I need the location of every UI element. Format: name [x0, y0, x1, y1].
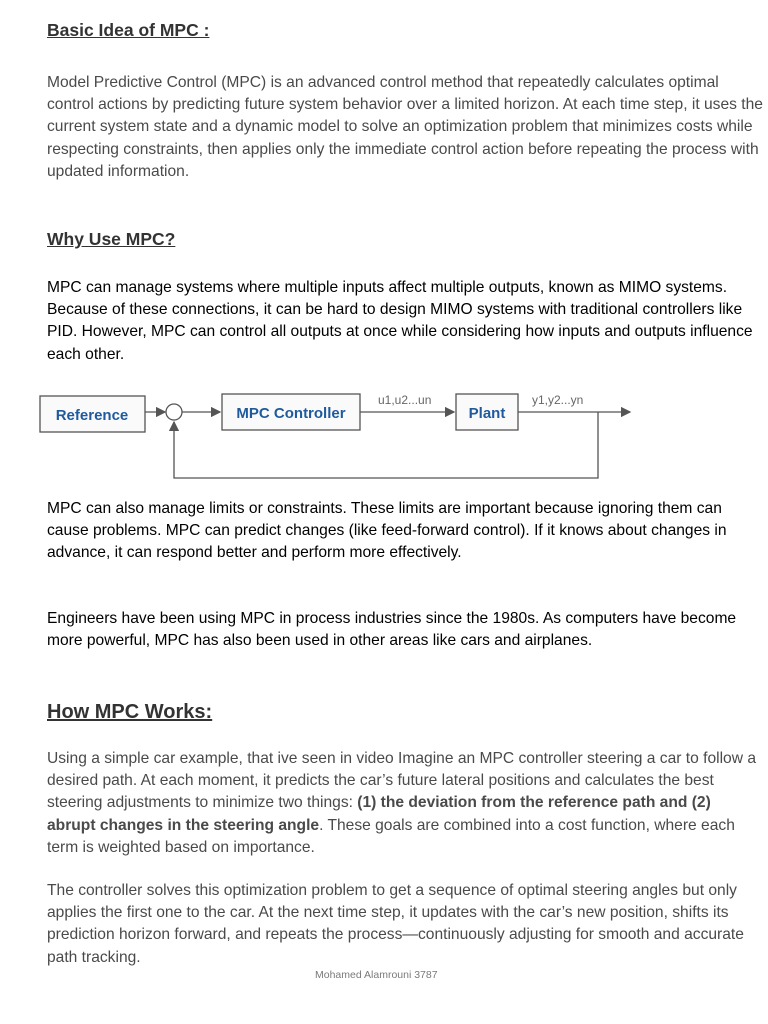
mpc-controller-label: MPC Controller: [236, 405, 346, 422]
outputs-label: y1,y2...yn: [532, 393, 584, 407]
section-heading-basic-idea: Basic Idea of MPC :: [47, 20, 210, 40]
paragraph-mimo: MPC can manage systems where multiple inputs affect multiple outputs, known as MIMO systems. Because of these connections, it can be hard to design MIMO systems with traditional controllers like PID. However, MPC can control all outputs at once while considering how inputs and outputs influence each other.: [47, 279, 753, 363]
paragraph-history: Engineers have been using MPC in process industries since the 1980s. As computers have become more powerful, MPC has also been used in other areas like cars and airplanes.: [47, 610, 737, 650]
section-heading-how-it-works: How MPC Works:: [47, 701, 213, 723]
mpc-block-diagram: [38, 384, 638, 484]
plant-label: Plant: [468, 405, 506, 422]
paragraph-constraints: MPC can also manage limits or constraints. These limits are important because ignoring them can cause problems. MPC can predict changes (like feed-forward control). If it knows about changes in advance, it can respond better and perform more effectively.: [47, 500, 727, 562]
footer-author: Mohamed Alamrouni 3787: [315, 969, 438, 981]
car-example-text-1: Using a simple car example, that ive seen in video Imagine an MPC controller steering a car to follow a desired path. At each moment, it predicts the car’s future lateral positions and calculates the best steering adjustments to minimize two things:: [47, 750, 756, 812]
paragraph-basic-idea: Model Predictive Control (MPC) is an advanced control method that repeatedly calculates optimal control actions by predicting future system behavior over a limited horizon. At each time step, it uses the current system state and a dynamic model to solve an optimization problem that minimizes costs while respecting constraints, then applies only the immediate control action before repeating the process with updated information.: [47, 74, 763, 180]
car-example-bold-text: (1) the deviation from the reference path and (2) abrupt changes in the steering angle: [47, 794, 711, 834]
summing-junction: [166, 404, 182, 420]
reference-label: Reference: [55, 407, 129, 424]
paragraph-car-example: [47, 748, 763, 859]
inputs-label: u1,u2...un: [378, 393, 432, 407]
car-example-text-2: . These goals are combined into a cost function, where each term is weighted based on importance.: [47, 816, 735, 856]
paragraph-solver: The controller solves this optimization problem to get a sequence of optimal steering angles but only applies the first one to the car. At the next time step, it updates with the car’s new position, shifts its prediction horizon forward, and repeats the process—continuously adjusting for smooth and accurate path tracking.: [47, 882, 744, 966]
section-heading-why-use: Why Use MPC?: [47, 229, 176, 249]
